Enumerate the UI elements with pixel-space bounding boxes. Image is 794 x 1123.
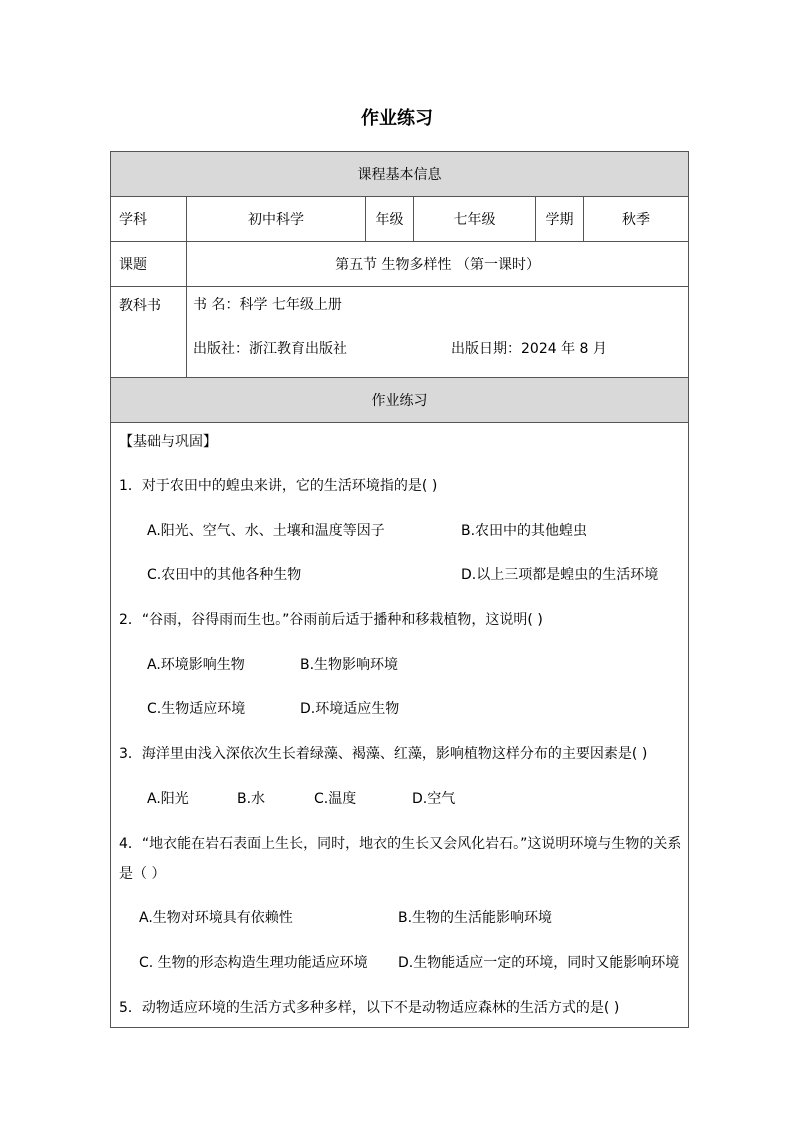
- exercises-header: 作业练习: [111, 378, 689, 423]
- q1-option-b: B.农田中的其他蝗虫: [461, 523, 588, 539]
- document-title: 作业练习: [361, 108, 433, 129]
- q3-option-a: A.阳光: [147, 791, 189, 807]
- q2-stem: 2．“谷雨，谷得雨而生也。”谷雨前后适于播种和移栽植物，这说明( ): [119, 612, 543, 628]
- q2-option-d: D.环境适应生物: [300, 701, 400, 717]
- publisher: 出版社：浙江教育出版社: [193, 341, 347, 357]
- q4-option-a: A.生物对环境具有依赖性: [139, 910, 293, 926]
- subject-label: 学科: [111, 197, 187, 242]
- q1-option-c: C.农田中的其他各种生物: [147, 567, 302, 583]
- course-info-table: [110, 151, 689, 1028]
- publish-date: 出版日期：2024 年 8 月: [451, 341, 607, 357]
- q4-stem-line1: 4．“地衣能在岩石表面上生长，同时，地衣的生长又会风化岩石。”这说明环境与生物的关系: [119, 836, 682, 852]
- q3-stem: 3．海洋里由浅入深依次生长着绿藻、褐藻、红藻，影响植物这样分布的主要因素是( ): [119, 746, 648, 762]
- grade-label: 年级: [366, 197, 414, 242]
- q3-option-d: D.空气: [412, 791, 456, 807]
- q1-option-d: D.以上三项都是蝗虫的生活环境: [461, 567, 659, 583]
- term-label: 学期: [536, 197, 584, 242]
- publisher-line: [187, 339, 688, 359]
- q4-stem-line2: 是（ ）: [119, 866, 166, 882]
- q3-option-c: C.温度: [314, 791, 357, 807]
- subject-value: 初中科学: [187, 197, 366, 242]
- exercises-body: [111, 423, 689, 1028]
- term-value: 秋季: [584, 197, 689, 242]
- course-info-header: 课程基本信息: [111, 152, 689, 197]
- q4-option-b: B.生物的生活能影响环境: [398, 910, 553, 926]
- q5-stem: 5．动物适应环境的生活方式多种多样，以下不是动物适应森林的生活方式的是( ): [119, 1000, 620, 1016]
- textbook-label: 教科书: [111, 287, 187, 378]
- q1-option-a: A.阳光、空气、水、土壤和温度等因子: [147, 523, 385, 539]
- q2-option-b: B.生物影响环境: [300, 657, 399, 673]
- q3-option-b: B.水: [237, 791, 266, 807]
- topic-label: 课题: [111, 242, 187, 287]
- topic-value: 第五节 生物多样性 （第一课时）: [187, 242, 689, 287]
- q4-option-d: D.生物能适应一定的环境，同时又能影响环境: [398, 955, 680, 971]
- exercises-heading: 【基础与巩固】: [119, 434, 217, 450]
- exercises-content: [111, 423, 688, 1027]
- q2-option-a: A.环境影响生物: [147, 657, 245, 673]
- q2-option-c: C.生物适应环境: [147, 701, 246, 717]
- q4-option-c: C. 生物的形态构造生理功能适应环境: [139, 955, 368, 971]
- book-name: 书 名：科学 七年级上册: [193, 297, 342, 313]
- q1-stem: 1．对于农田中的蝗虫来讲，它的生活环境指的是( ): [119, 478, 438, 494]
- textbook-info: [187, 287, 689, 378]
- grade-value: 七年级: [414, 197, 536, 242]
